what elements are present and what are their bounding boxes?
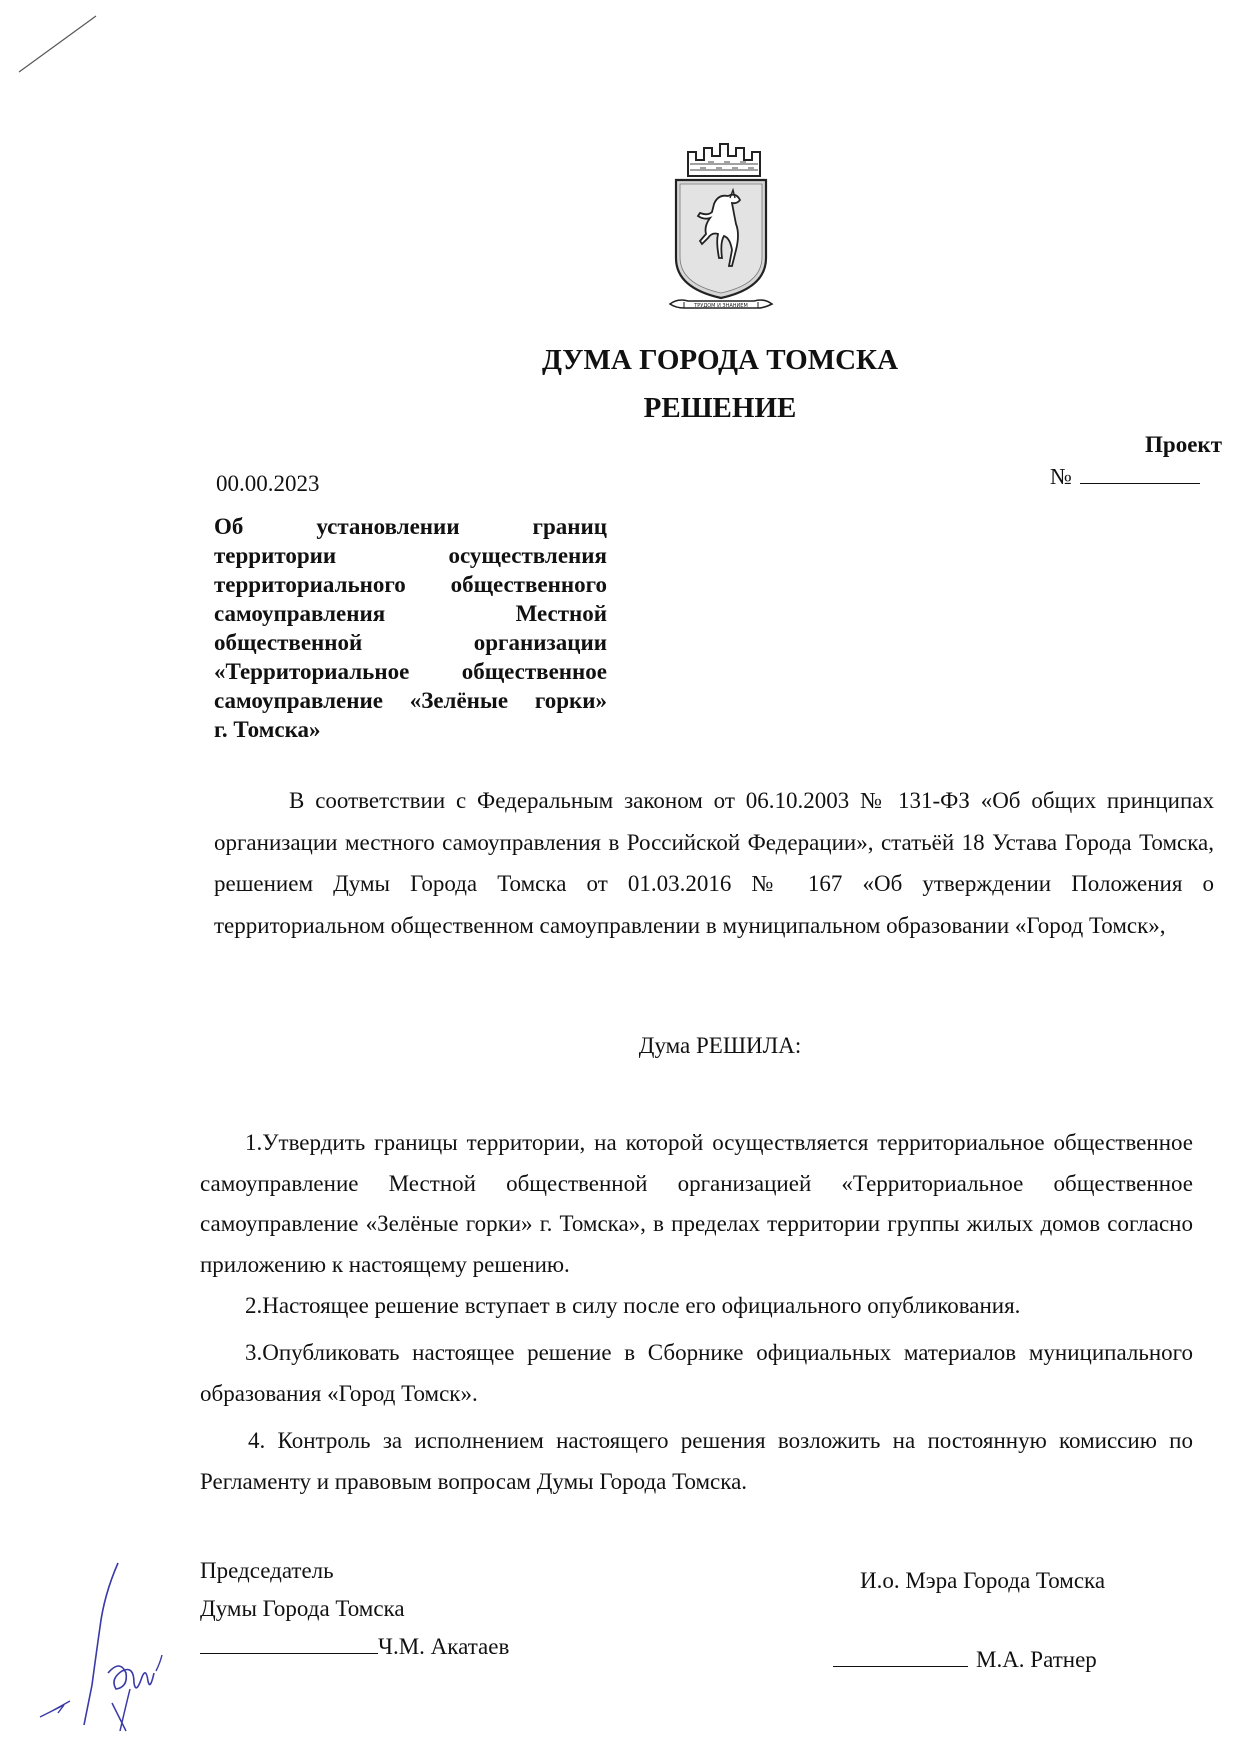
signature-block-mayor bbox=[833, 1644, 1097, 1673]
decision-item-2: 2.Настоящее решение вступает в силу после его официального опубликования. bbox=[245, 1293, 1021, 1318]
document-type: РЕШЕНИЕ bbox=[643, 392, 797, 424]
document-date: 00.00.2023 bbox=[216, 471, 320, 496]
subject-line: территории осуществления bbox=[214, 543, 607, 568]
chairman-title-line-2: Думы Города Томска bbox=[200, 1596, 405, 1621]
pen-stroke-mark bbox=[14, 10, 104, 80]
chairman-name: Ч.М. Акатаев bbox=[378, 1634, 510, 1659]
subject-line: самоуправление «Зелёные горки» bbox=[214, 688, 607, 713]
signature-block-chairman bbox=[200, 1552, 509, 1666]
subject-line: территориального общественного bbox=[214, 572, 607, 597]
mayor-signature-line bbox=[833, 1644, 968, 1667]
document-number bbox=[1050, 463, 1200, 490]
draft-label: Проект bbox=[1145, 432, 1222, 457]
document-subject bbox=[214, 512, 607, 744]
preamble-paragraph: В соответствии с Федеральным законом от 06.10.2003 № 131-ФЗ «Об общих принципах организации местного самоуправления в Российской Федерации», статьёй 18 Устава Города Томска, решением Думы Города Томска от 01.03.2016 № 167 «Об утверждении Положения о территориальном общественном самоуправлении в муниципальном образовании «Город Томск», bbox=[214, 788, 1214, 938]
subject-line: самоуправления Местной bbox=[214, 601, 607, 626]
tomsk-coat-of-arms-icon bbox=[666, 138, 776, 316]
decision-item-3: 3.Опубликовать настоящее решение в Сборнике официальных материалов муниципального образования «Город Томск». bbox=[200, 1340, 1193, 1406]
subject-line: «Территориальное общественное bbox=[214, 659, 607, 684]
chairman-signature-line bbox=[200, 1631, 378, 1654]
mayor-name: М.А. Ратнер bbox=[976, 1647, 1097, 1672]
number-sign: № bbox=[1050, 464, 1072, 489]
subject-line: Об установлении границ bbox=[214, 514, 607, 539]
handwritten-signature bbox=[30, 1555, 180, 1735]
decision-item-4: 4. Контроль за исполнением настоящего решения возложить на постоянную комиссию по Регламенту и правовым вопросам Думы Города Томска. bbox=[200, 1428, 1193, 1494]
number-blank-line bbox=[1080, 463, 1200, 484]
decision-item-1: 1.Утвердить границы территории, на которой осуществляется территориальное общественное самоуправление Местной общественной организацией «Территориальное общественное самоуправление «Зелёные горки» г. Томска», в пределах территории группы жилых домов согласно приложению к настоящему решению. bbox=[200, 1130, 1193, 1277]
emblem-motto: ТРУДОМ И ЗНАНИЕМ bbox=[694, 303, 748, 309]
decision-heading: Дума РЕШИЛА: bbox=[638, 1033, 802, 1058]
mayor-title: И.о. Мэра Города Томска bbox=[860, 1568, 1106, 1593]
subject-line: г. Томска» bbox=[214, 717, 321, 742]
subject-line: общественной организации bbox=[214, 630, 607, 655]
chairman-title-line-1: Председатель bbox=[200, 1558, 334, 1583]
organization-title: ДУМА ГОРОДА ТОМСКА bbox=[541, 344, 899, 376]
